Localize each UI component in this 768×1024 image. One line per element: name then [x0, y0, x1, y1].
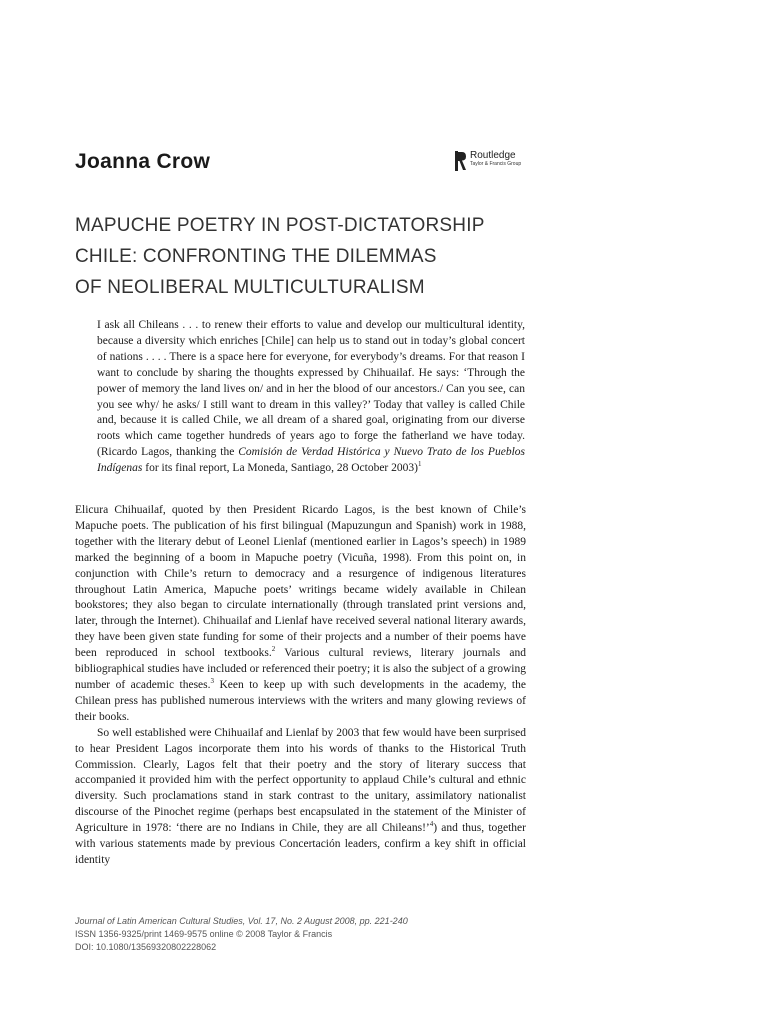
routledge-r-icon: [455, 151, 467, 171]
publisher-name: Routledge: [470, 150, 516, 161]
paragraph: [75, 503, 526, 726]
journal-footer: [75, 915, 575, 954]
epigraph-attribution-pre: (Ricardo Lagos, thanking the: [97, 446, 235, 459]
footnote-ref[interactable]: 1: [417, 460, 422, 469]
paragraph-text: ) and thus, together with various statements made by previous Concertación leaders, confirm a key shift in official identity: [75, 822, 526, 866]
epigraph-quote: I ask all Chileans . . . to renew their efforts to value and develop our multicultural identity, because a diversity which enriches [Chile] can help us to stand out in today’s global concert of nations . . . . There is a space here for everyone, for everybody’s dreams. For that reason I want to conclude by sharing the thoughts expressed by Chihuailaf. He says: ‘Through the power of memory the land lives on/ and in her the blood of our ancestors./ Can you see, can you see why/ he asks/ I still want to dream in this valley?’ Today that valley is called Chile and, because it is called Chile, we all dream of a shared goal, originating from our diverse roots which came together hundreds of years ago to forge the fatherland we have today.: [97, 319, 525, 443]
body-text: [75, 503, 526, 869]
paragraph-text: Various cultural reviews, literary journals and bibliographical studies have included or referenced their poetry; it is also the subject of a growing number of academic theses.: [75, 647, 526, 691]
footnote-ref[interactable]: 2: [271, 645, 276, 654]
title-line: MAPUCHE POETRY IN POST-DICTATORSHIP: [75, 215, 485, 236]
paragraph: [75, 726, 526, 869]
footnote-ref[interactable]: 4: [429, 820, 434, 829]
epigraph: [97, 318, 525, 477]
paragraph-text: So well established were Chihuailaf and Lienlaf by 2003 that few would have been surprised to hear President Lagos incorporate them into his words of thanks to the Historical Truth Commission. Clearly, Lagos felt that their poetry and the story of literary success that accompanied it provided him with the perfect opportunity to applaud Chile’s cultural and ethnic diversity. Such proclamations stand in stark contrast to the unitary, assimilatory nationalist discourse of the Pinochet regime (perhaps best encapsulated in the statement of the Minister of Agriculture in 1978: ‘there are no Indians in Chile, they are all Chileans!’: [75, 726, 526, 835]
publisher-logo: [455, 151, 521, 171]
commission-name: Comisión de Verdad Histórica y Nuevo Trato de los Pueblos Indígenas: [97, 446, 525, 475]
title-line: OF NEOLIBERAL MULTICULTURALISM: [75, 277, 425, 298]
footnote-ref[interactable]: 3: [210, 677, 214, 686]
journal-citation: Journal of Latin American Cultural Studies, Vol. 17, No. 2 August 2008, pp. 221-240: [75, 916, 408, 926]
article-title: [75, 210, 695, 303]
publisher-subtitle: Taylor & Francis Group: [470, 161, 522, 167]
issn-line: ISSN 1356-9325/print 1469-9575 online © 2008 Taylor & Francis: [75, 929, 333, 939]
paragraph-text: Keen to keep up with such developments in the academy, the Chilean press has published numerous interviews with the writers and many glowing reviews of their books.: [75, 678, 526, 723]
epigraph-attribution-post: for its final report, La Moneda, Santiago, 28 October 2003): [145, 462, 418, 475]
paragraph-text: Elicura Chihuailaf, quoted by then President Ricardo Lagos, is the best known of Chile’s Mapuche poets. The publication of his first bilingual (Mapuzungun and Spanish) work in 1988, together with the literary debut of Leonel Lienlaf (mentioned earlier in Lagos’s speech) in 1989 marked the beginning of a boom in Mapuche poetry (Vicuña, 1998). From this point on, in conjunction with Chile’s return to democracy and a resurgence of indigenous literatures throughout Latin America, Mapuche poets’ writings became widely available in Chilean bookstores; they also began to circulate internationally (through translated print versions and, later, through the Internet). Chihuailaf and Lienlaf have received several national literary awards, they have been given state funding for some of their projects and a number of their poems have been reproduced in school textbooks.: [75, 504, 526, 660]
author-name: Joanna Crow: [75, 150, 211, 173]
title-line: CHILE: CONFRONTING THE DILEMMAS: [75, 246, 437, 267]
doi-link[interactable]: DOI: 10.1080/13569320802228062: [75, 942, 217, 952]
